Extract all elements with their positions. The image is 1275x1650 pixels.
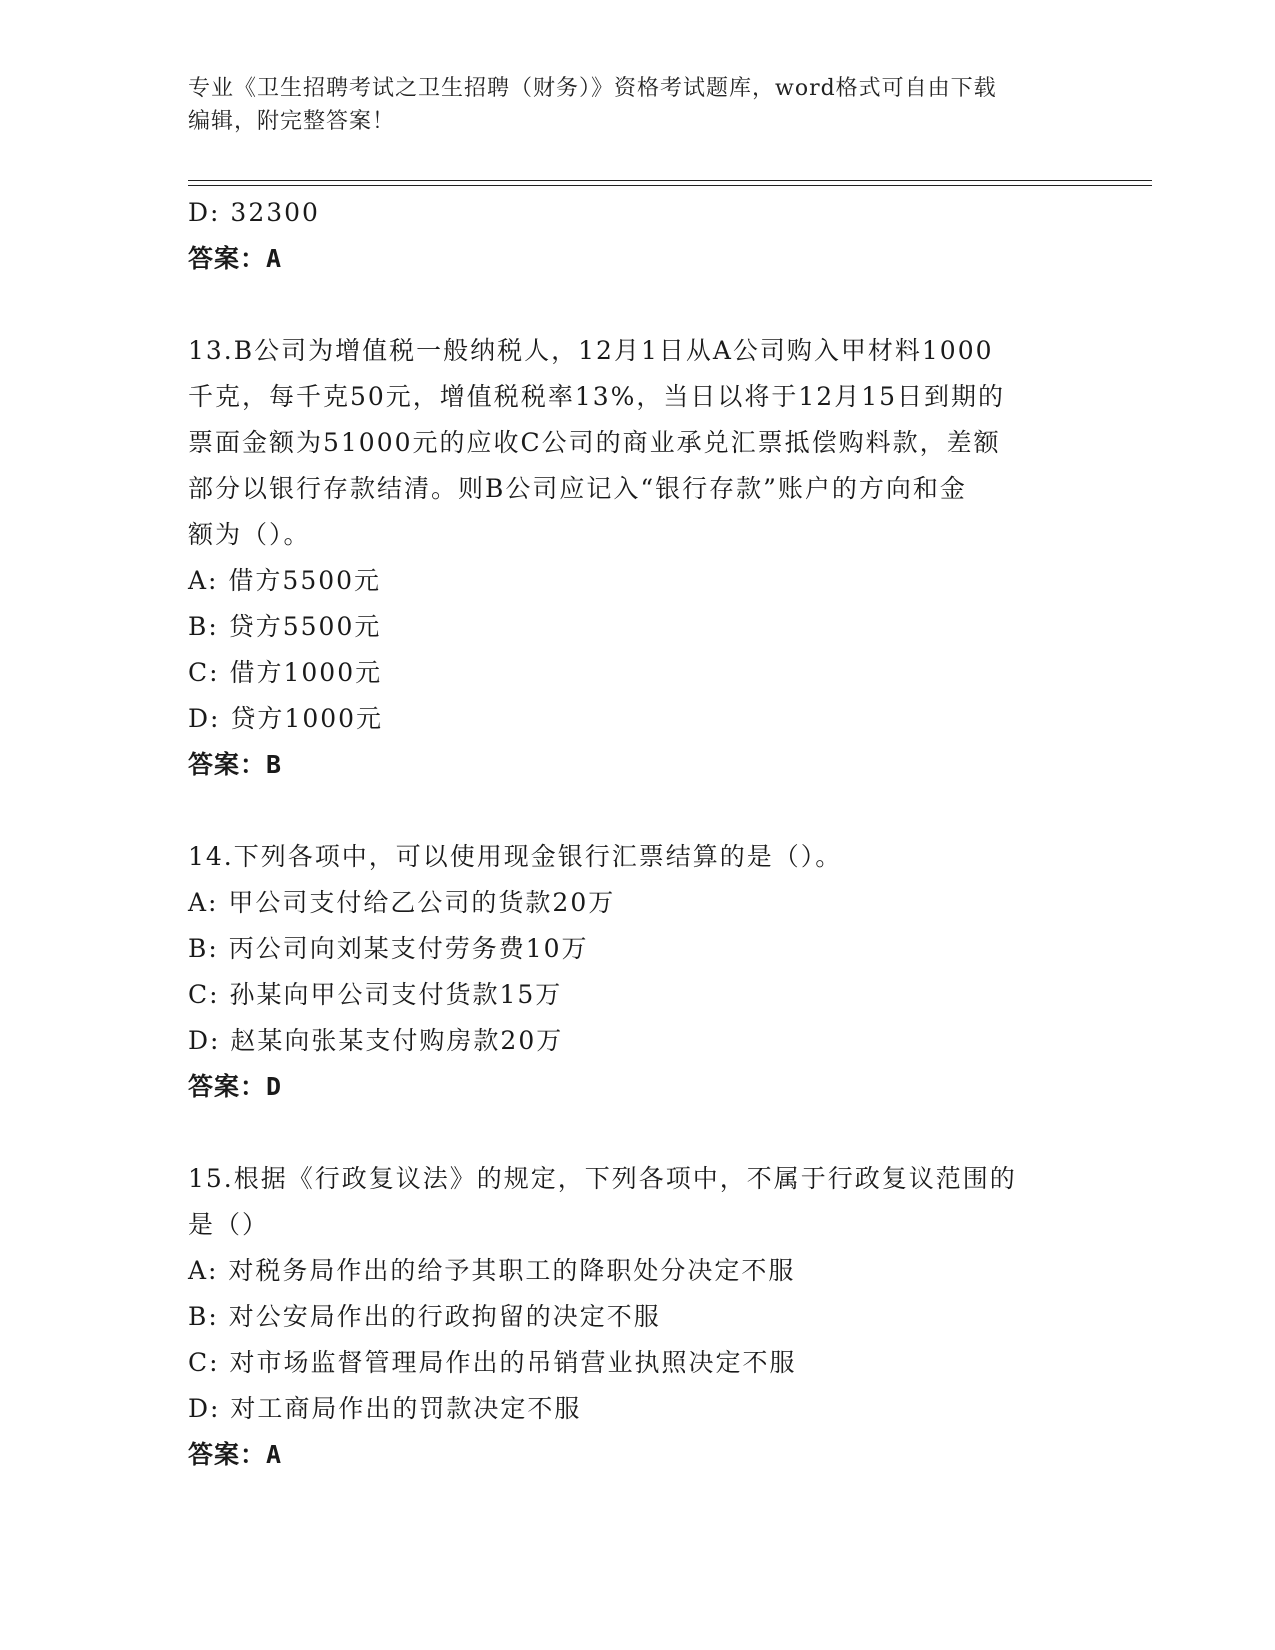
header-line-1: 专业《卫生招聘考试之卫生招聘（财务）》资格考试题库，word格式可自由下载 bbox=[188, 76, 997, 101]
answer-line: 答案：A bbox=[188, 1440, 283, 1469]
question-stem-line: 千克，每千克50元，增值税税率13%，当日以将于12月15日到期的 bbox=[188, 382, 1006, 411]
question-15 bbox=[188, 1156, 1088, 1478]
previous-question-tail bbox=[188, 190, 1088, 282]
option-c: C: 对市场监督管理局作出的吊销营业执照决定不服 bbox=[188, 1348, 797, 1377]
header-line-2: 编辑，附完整答案！ bbox=[188, 109, 396, 134]
spacer bbox=[188, 1110, 1088, 1156]
question-stem-line: 票面金额为51000元的应收C公司的商业承兑汇票抵偿购料款，差额 bbox=[188, 428, 1001, 457]
question-13 bbox=[188, 328, 1088, 788]
question-stem-line: 14.下列各项中，可以使用现金银行汇票结算的是（）。 bbox=[188, 842, 843, 871]
option-d: D: 对工商局作出的罚款决定不服 bbox=[188, 1394, 582, 1423]
option-b: B: 对公安局作出的行政拘留的决定不服 bbox=[188, 1302, 661, 1331]
spacer bbox=[188, 282, 1088, 328]
page-header bbox=[188, 72, 1068, 138]
question-stem-line: 是（） bbox=[188, 1210, 270, 1239]
option-d: D: 贷方1000元 bbox=[188, 704, 384, 733]
option-a: A: 甲公司支付给乙公司的货款20万 bbox=[188, 888, 616, 917]
question-stem-line: 额为（）。 bbox=[188, 520, 311, 549]
question-stem-line: 13.B公司为增值税一般纳税人，12月1日从A公司购入甲材料1000 bbox=[188, 336, 994, 365]
option-d: D: 赵某向张某支付购房款20万 bbox=[188, 1026, 564, 1055]
option-a: A: 借方5500元 bbox=[188, 566, 382, 595]
option-b: B: 丙公司向刘某支付劳务费10万 bbox=[188, 934, 589, 963]
option-a: A: 对税务局作出的给予其职工的降职处分决定不服 bbox=[188, 1256, 796, 1285]
header-divider-bottom bbox=[188, 185, 1152, 186]
option-c: C: 借方1000元 bbox=[188, 658, 383, 687]
spacer bbox=[188, 788, 1088, 834]
question-stem-line: 15.根据《行政复议法》的规定，下列各项中，不属于行政复议范围的 bbox=[188, 1164, 1017, 1193]
document-body bbox=[188, 190, 1088, 1478]
answer-line: 答案：D bbox=[188, 1072, 283, 1101]
question-14 bbox=[188, 834, 1088, 1110]
header-divider-top bbox=[188, 180, 1152, 181]
answer-line: 答案：B bbox=[188, 750, 283, 779]
option-c: C: 孙某向甲公司支付货款15万 bbox=[188, 980, 563, 1009]
answer-line: 答案：A bbox=[188, 244, 283, 273]
question-stem-line: 部分以银行存款结清。则B公司应记入“银行存款”账户的方向和金 bbox=[188, 474, 967, 503]
option-d: D: 32300 bbox=[188, 198, 320, 227]
option-b: B: 贷方5500元 bbox=[188, 612, 382, 641]
